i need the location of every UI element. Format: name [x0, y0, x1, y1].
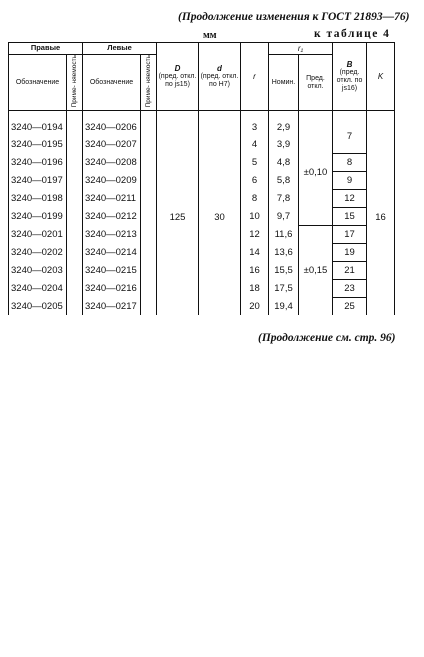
cell-D-merged: 125: [157, 119, 199, 315]
cell-r: 3: [241, 119, 269, 136]
header-D-note: (пред. откл. по js15): [158, 73, 197, 89]
header-r1-tolerance: Пред. откл.: [299, 55, 333, 111]
cell-r1-tolerance-bottom: ±0,15: [299, 225, 333, 315]
cell-r: 12: [241, 225, 269, 243]
cell-left-applicability: [141, 207, 157, 225]
cell-left-applicability: [141, 279, 157, 297]
cell-right-applicability: [67, 153, 83, 171]
header-K: K: [367, 43, 395, 111]
header-B-note: (пред. откл. по js16): [336, 69, 363, 93]
cell-left-designation: 3240—0206: [83, 119, 141, 136]
gost-table: [8, 42, 395, 315]
header-left-designation: Обозначение: [83, 55, 141, 111]
cell-left-applicability: [141, 243, 157, 261]
header-B: [333, 43, 367, 111]
cell-right-designation: 3240—0196: [9, 153, 67, 171]
cell-B: 12: [333, 189, 367, 207]
cell-right-designation: 3240—0202: [9, 243, 67, 261]
cell-right-designation: 3240—0204: [9, 279, 67, 297]
cell-r1-nominal: 5,8: [269, 171, 299, 189]
cell-right-designation: 3240—0199: [9, 207, 67, 225]
cell-left-designation: 3240—0208: [83, 153, 141, 171]
cell-left-designation: 3240—0207: [83, 136, 141, 153]
cell-right-designation: 3240—0195: [9, 136, 67, 153]
cell-left-designation: 3240—0209: [83, 171, 141, 189]
cell-r1-nominal: 15,5: [269, 261, 299, 279]
cell-r: 18: [241, 279, 269, 297]
cell-right-applicability: [67, 136, 83, 153]
cell-right-designation: 3240—0201: [9, 225, 67, 243]
header-d: [199, 43, 241, 111]
cell-right-applicability: [67, 225, 83, 243]
header-D-symbol: D: [174, 64, 181, 74]
cell-r: 14: [241, 243, 269, 261]
cell-right-designation: 3240—0194: [9, 119, 67, 136]
header-d-symbol: d: [217, 64, 222, 74]
cell-left-applicability: [141, 136, 157, 153]
cell-B: 23: [333, 279, 367, 297]
cell-r: 5: [241, 153, 269, 171]
cell-left-applicability: [141, 297, 157, 315]
cell-r: 10: [241, 207, 269, 225]
cell-d-merged: 30: [199, 119, 241, 315]
cell-left-designation: 3240—0211: [83, 189, 141, 207]
cell-right-applicability: [67, 171, 83, 189]
cell-B: 15: [333, 207, 367, 225]
cell-left-applicability: [141, 189, 157, 207]
header-right: Правые: [9, 43, 83, 55]
table-row: [9, 119, 395, 136]
header-left: Левые: [83, 43, 157, 55]
cell-r1-nominal: 2,9: [269, 119, 299, 136]
cell-right-applicability: [67, 119, 83, 136]
cell-B: 9: [333, 171, 367, 189]
cell-r: 20: [241, 297, 269, 315]
cell-right-designation: 3240—0198: [9, 189, 67, 207]
header-left-applicability: [141, 55, 157, 111]
cell-left-designation: 3240—0216: [83, 279, 141, 297]
cell-B: 8: [333, 153, 367, 171]
cell-right-applicability: [67, 207, 83, 225]
cell-right-designation: 3240—0197: [9, 171, 67, 189]
header-d-note: (пред. откл. по H7): [200, 73, 239, 89]
continuation-header: (Продолжение изменения к ГОСТ 21893—76): [178, 11, 410, 23]
cell-B: 25: [333, 297, 367, 315]
cell-left-applicability: [141, 225, 157, 243]
cell-left-designation: 3240—0212: [83, 207, 141, 225]
cell-r: 16: [241, 261, 269, 279]
table-reference: к таблице 4: [314, 28, 391, 40]
cell-left-applicability: [141, 261, 157, 279]
cell-r1-nominal: 13,6: [269, 243, 299, 261]
cell-right-applicability: [67, 297, 83, 315]
header-r1: r₁: [269, 43, 333, 55]
cell-left-applicability: [141, 119, 157, 136]
cell-left-designation: 3240—0217: [83, 297, 141, 315]
cell-r: 8: [241, 189, 269, 207]
cell-B: 7: [333, 119, 367, 153]
cell-B: 21: [333, 261, 367, 279]
header-B-symbol: B: [346, 60, 353, 70]
cell-B: 17: [333, 225, 367, 243]
cell-right-applicability: [67, 189, 83, 207]
spacer-row: [9, 111, 395, 120]
header-D: [157, 43, 199, 111]
cell-right-designation: 3240—0205: [9, 297, 67, 315]
units-label: мм: [203, 30, 217, 41]
header-r: r: [241, 43, 269, 111]
header-right-applicability: [67, 55, 83, 111]
cell-r1-nominal: 3,9: [269, 136, 299, 153]
cell-left-designation: 3240—0215: [83, 261, 141, 279]
cell-r: 4: [241, 136, 269, 153]
cell-right-applicability: [67, 279, 83, 297]
header-left-applicability-text: Приме- няемость: [144, 55, 152, 108]
cell-left-applicability: [141, 153, 157, 171]
cell-B: 19: [333, 243, 367, 261]
cell-r1-nominal: 19,4: [269, 297, 299, 315]
cell-r1-nominal: 7,8: [269, 189, 299, 207]
cell-r: 6: [241, 171, 269, 189]
cell-r1-nominal: 17,5: [269, 279, 299, 297]
cell-left-applicability: [141, 171, 157, 189]
header-r1-nominal: Номин.: [269, 55, 299, 111]
continuation-footer: (Продолжение см. стр. 96): [258, 332, 396, 344]
cell-left-designation: 3240—0213: [83, 225, 141, 243]
cell-right-applicability: [67, 261, 83, 279]
header-right-designation: Обозначение: [9, 55, 67, 111]
header-right-applicability-text: Приме- няемость: [70, 55, 78, 108]
cell-K-merged: 16: [367, 119, 395, 315]
cell-r1-tolerance-top: ±0,10: [299, 119, 333, 225]
cell-right-applicability: [67, 243, 83, 261]
cell-r1-nominal: 9,7: [269, 207, 299, 225]
cell-r1-nominal: 11,6: [269, 225, 299, 243]
cell-right-designation: 3240—0203: [9, 261, 67, 279]
cell-left-designation: 3240—0214: [83, 243, 141, 261]
cell-r1-nominal: 4,8: [269, 153, 299, 171]
